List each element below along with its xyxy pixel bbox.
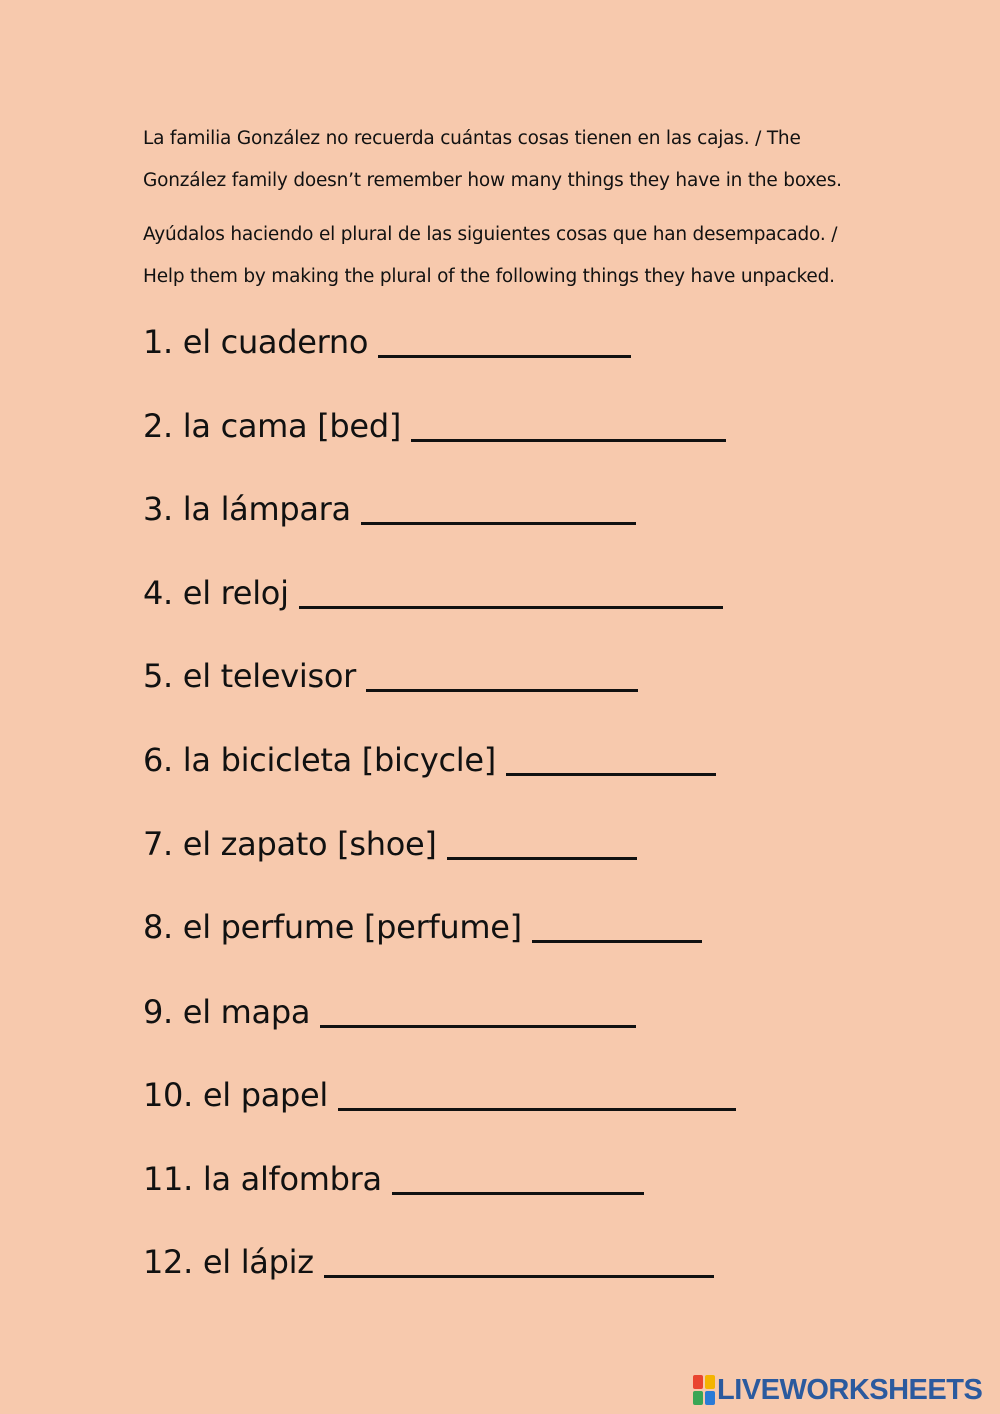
- logo-text: LIVEWORKSHEETS: [717, 1373, 983, 1406]
- exercise-item: [143, 569, 723, 613]
- item-label: 3. la lámpara: [143, 490, 351, 528]
- logo-mark-icon: [693, 1375, 715, 1405]
- answer-blank[interactable]: [506, 739, 716, 776]
- answer-blank[interactable]: [447, 823, 637, 860]
- answer-blank[interactable]: [366, 655, 638, 692]
- item-label: 8. el perfume [perfume]: [143, 908, 522, 946]
- answer-blank[interactable]: [338, 1074, 736, 1111]
- exercise-item: [143, 1238, 714, 1282]
- answer-blank[interactable]: [324, 1241, 714, 1278]
- item-label: 11. la alfombra: [143, 1160, 382, 1198]
- instruction-context: La familia González no recuerda cuántas cosas tienen en las cajas. / The González family doesn’t remember how many things they have in the boxes.: [143, 128, 842, 191]
- answer-blank[interactable]: [378, 321, 631, 358]
- answer-blank[interactable]: [299, 572, 723, 609]
- exercise-item: [143, 988, 636, 1032]
- exercise-item: [143, 485, 636, 529]
- exercise-item: [143, 820, 637, 864]
- item-label: 9. el mapa: [143, 993, 311, 1031]
- answer-blank[interactable]: [392, 1158, 644, 1195]
- item-label: 12. el lápiz: [143, 1243, 314, 1281]
- exercise-item: [143, 652, 638, 696]
- item-label: 1. el cuaderno: [143, 323, 369, 361]
- answer-blank[interactable]: [532, 906, 702, 943]
- exercise-item: [143, 318, 631, 362]
- item-label: 7. el zapato [shoe]: [143, 825, 437, 863]
- exercise-item: [143, 1155, 644, 1199]
- exercise-item: [143, 1071, 736, 1115]
- item-label: 2. la cama [bed]: [143, 407, 402, 445]
- exercise-item: [143, 402, 726, 446]
- instruction-task: Ayúdalos haciendo el plural de las siguientes cosas que han desempacado. / Help them by making the plural of the following things they have unpacked.: [143, 224, 838, 287]
- item-label: 4. el reloj: [143, 574, 289, 612]
- exercise-item: [143, 903, 702, 947]
- liveworksheets-logo: [693, 1372, 982, 1408]
- answer-blank[interactable]: [361, 488, 636, 525]
- item-label: 6. la bicicleta [bicycle]: [143, 741, 496, 779]
- instructions: [143, 118, 883, 310]
- answer-blank[interactable]: [411, 405, 726, 442]
- answer-blank[interactable]: [320, 991, 636, 1028]
- exercise-item: [143, 736, 716, 780]
- item-label: 5. el televisor: [143, 657, 357, 695]
- item-label: 10. el papel: [143, 1076, 329, 1114]
